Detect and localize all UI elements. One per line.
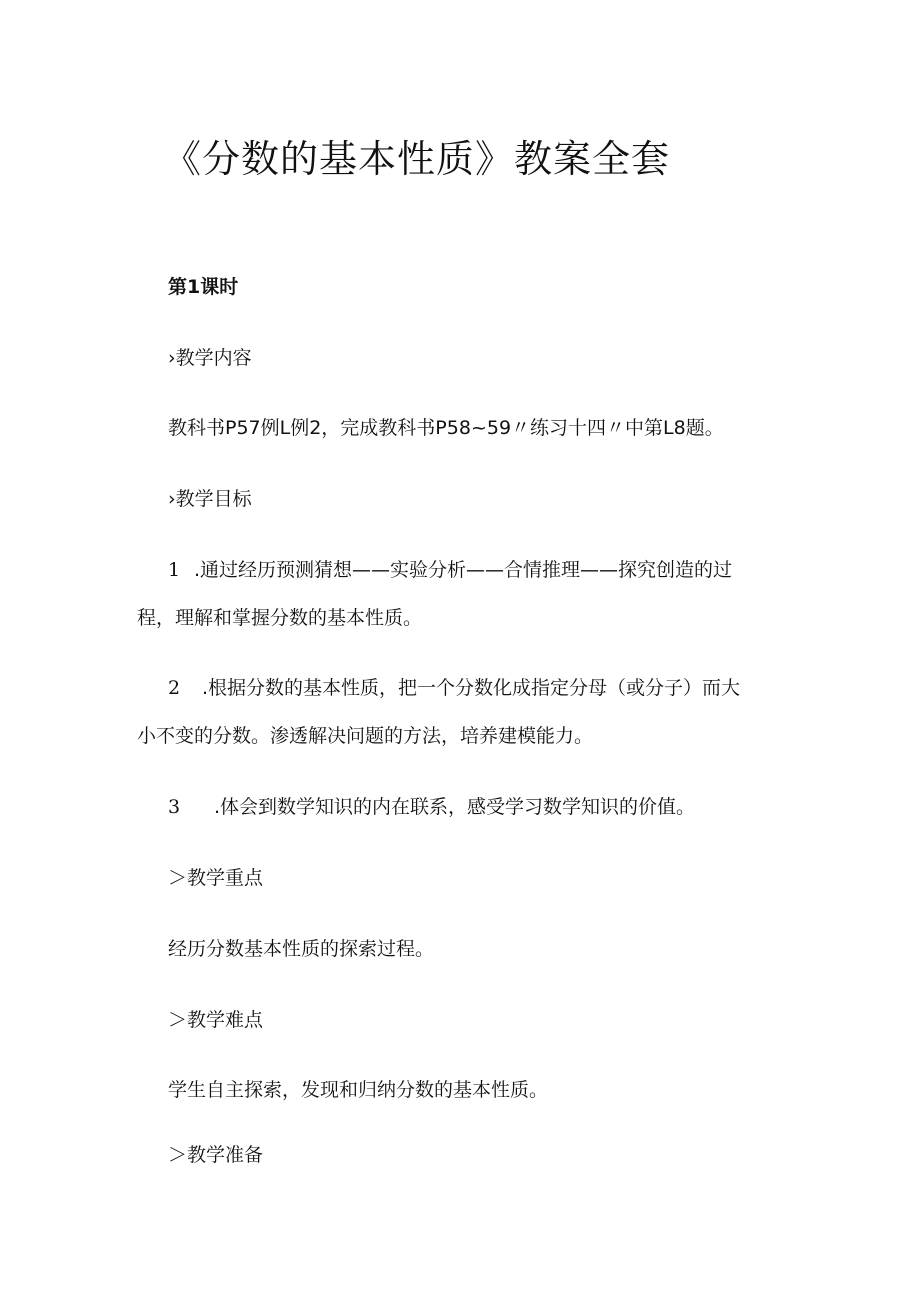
difficulty-text: 学生自主探索，发现和归纳分数的基本性质。 [168, 1079, 549, 1101]
goal-2-line-1 [168, 673, 740, 700]
content-text: 教科书P57例L例2，完成教科书P58~59〃练习十四〃中第L8题。 [168, 417, 724, 439]
goal-3-line-1 [168, 792, 695, 819]
goal-3-text: .体会到数学知识的内在联系，感受学习数学知识的价值。 [214, 796, 696, 818]
goal-1-text: .通过经历预测猜想——实验分析——合情推理——探究创造的过 [194, 559, 733, 581]
goal-2-number: 2 [168, 677, 181, 699]
goal-2-text: .根据分数的基本性质，把一个分数化成指定分母（或分子）而大 [202, 677, 741, 699]
difficulty-heading: ＞教学难点 [168, 1009, 264, 1031]
goals-heading: ›教学目标 [168, 488, 252, 510]
goal-1-number: 1 [168, 559, 181, 581]
goal-2-line-2: 小不变的分数。渗透解决问题的方法，培养建模能力。 [137, 725, 594, 747]
key-points-heading: ＞教学重点 [168, 867, 264, 889]
content-heading: ›教学内容 [168, 347, 252, 369]
document-title: 《分数的基本性质》教案全套 [163, 137, 671, 181]
preparation-heading: ＞教学准备 [168, 1144, 264, 1166]
key-points-text: 经历分数基本性质的探索过程。 [168, 938, 435, 960]
goal-3-number: 3 [168, 796, 181, 818]
lesson-label: 第1课时 [168, 276, 239, 298]
goal-1-line-2: 程，理解和掌握分数的基本性质。 [137, 607, 423, 629]
goal-1-line-1 [168, 555, 732, 582]
